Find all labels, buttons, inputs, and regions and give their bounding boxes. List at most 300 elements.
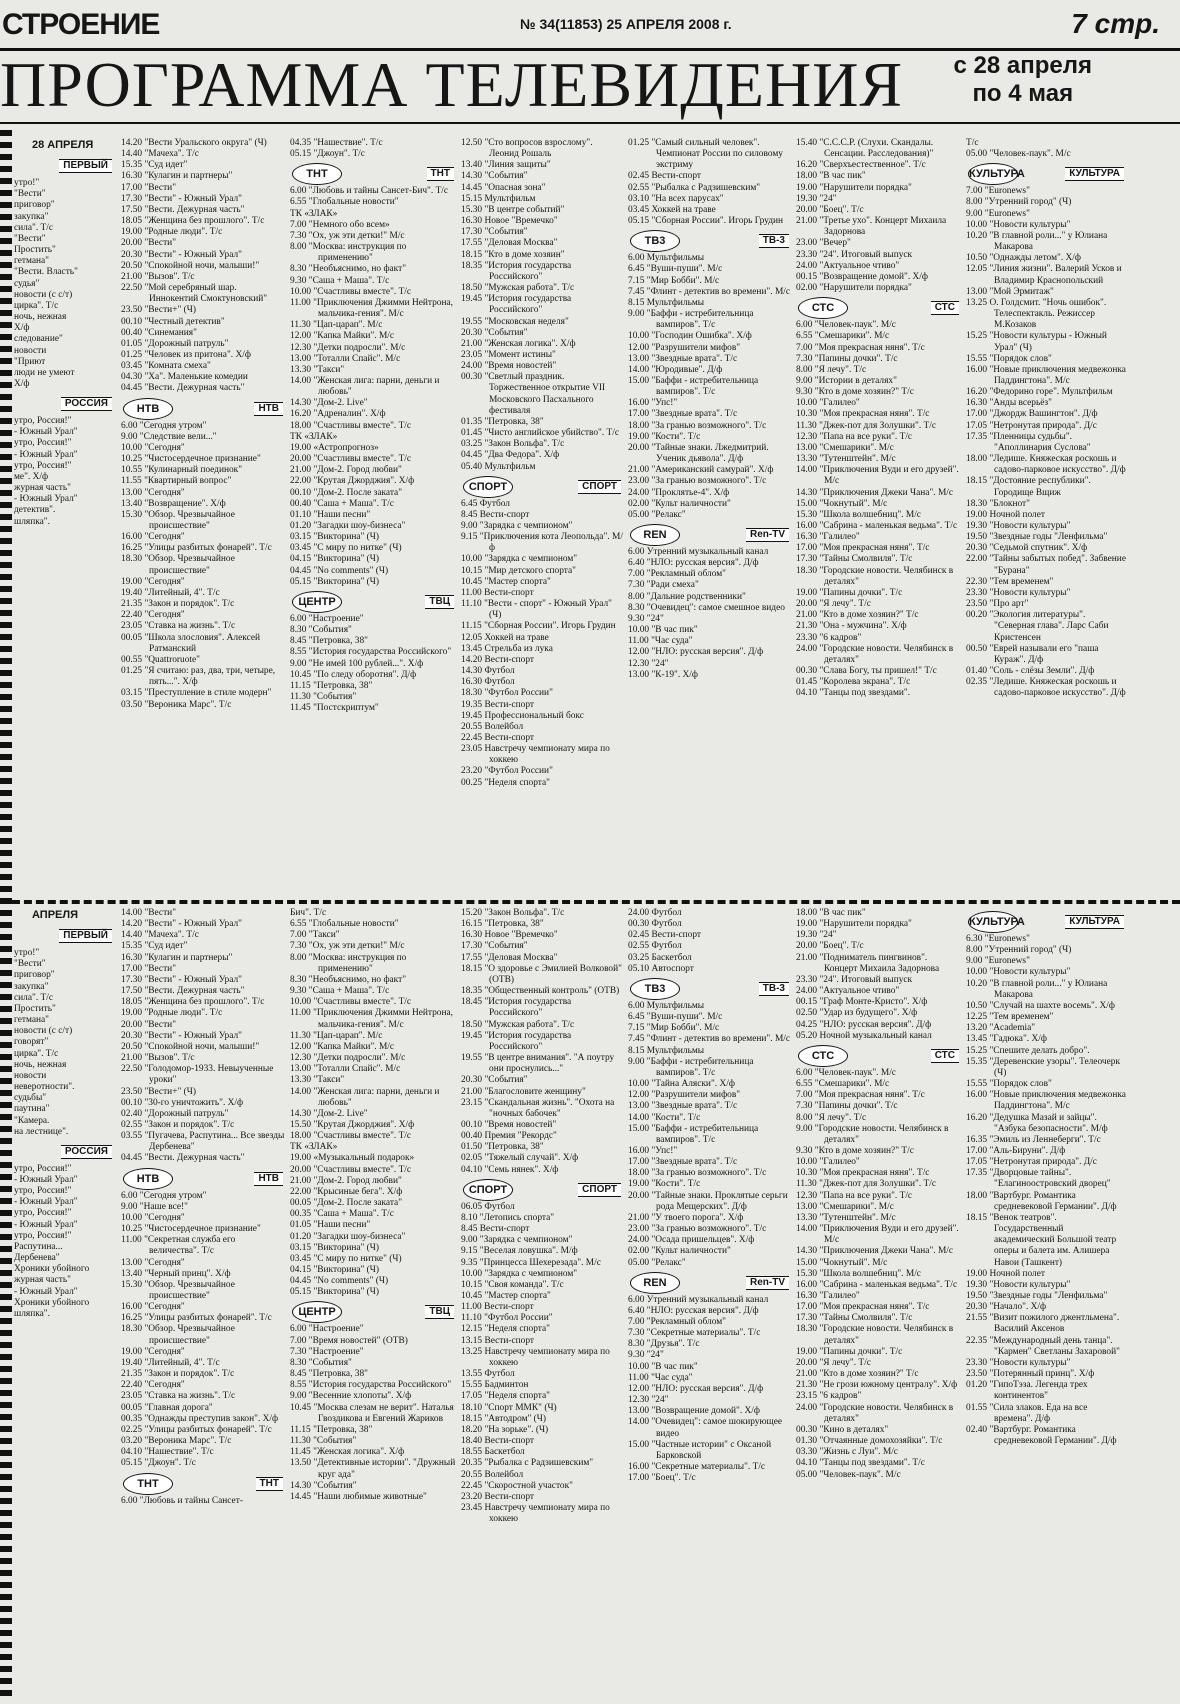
- date-range-end: по 4 мая: [972, 80, 1074, 107]
- program-entry: Распутина...: [14, 1241, 63, 1252]
- program-entry: 22.50 "Голодомор-1933. Невыученные уроки": [121, 1064, 274, 1086]
- channel-name: РОССИЯ: [61, 1145, 112, 1159]
- program-entry: 22.40 "Сегодня": [121, 1380, 185, 1391]
- program-entry: 14.20 "Вести Уральского округа" (Ч): [121, 138, 267, 148]
- program-entry: 15.30 "Школа волшебниц". М/с: [796, 1268, 921, 1279]
- program-entry: 14.00 "Женская лига: парни, деньги и любовь": [290, 375, 440, 398]
- channel-name: КУЛЬТУРА: [1065, 167, 1124, 181]
- program-entry: 7.30 "Папины дочки". Т/с: [796, 1101, 898, 1112]
- program-entry: 12.15 "Неделя спорта": [461, 1324, 550, 1335]
- program-entry: приговор": [14, 200, 55, 211]
- channel-logo-icon: ТВ3: [630, 978, 680, 1000]
- program-entry: 24.00 "Городские новости. Челябинск в деталях": [796, 643, 954, 665]
- program-entry: 01.55 "Сила злаков. Еда на все времена". Д/ф: [966, 1402, 1088, 1424]
- program-entry: утро, Россия!": [14, 460, 72, 471]
- program-entry: 01.25 "Я считаю: раз, два, три, четыре, пять...". Х/ф: [121, 666, 276, 688]
- program-entry: 18.00 "Счастливы вместе". Т/с: [290, 420, 412, 431]
- program-entry: 05.15 "Сборная России". Игорь Грудин: [628, 216, 784, 227]
- program-entry: 20.30 "Вести" - Южный Урал": [121, 249, 242, 260]
- program-entry: 01.25 "Самый сильный человек". Чемпионат России по силовому экстриму: [628, 138, 783, 171]
- program-entry: 04.35 "Нашествие". Т/с: [290, 138, 383, 148]
- program-entry: утро, Россия!": [14, 1163, 72, 1174]
- channel-header: [290, 1301, 456, 1321]
- channel-header: [796, 1045, 961, 1065]
- program-entry: 12.30 "Детки подросли". М/с: [290, 342, 406, 353]
- program-entry: 17.55 "Деловая Москва": [461, 238, 558, 249]
- program-entry: 10.00 "В час пик": [628, 1361, 698, 1372]
- program-entry: 23.05 "Ставка на жизнь". Т/с: [121, 621, 236, 632]
- channel-name: СПОРТ: [578, 480, 621, 494]
- program-entry: 6.40 "НЛО: русская версия". Д/ф: [628, 1305, 759, 1316]
- program-entry: 01.25 "Человек из притона". Х/ф: [121, 349, 251, 360]
- channel-header: [628, 978, 791, 998]
- program-entry: 04.45 "Два Федора". Х/ф: [461, 450, 560, 461]
- program-entry: шляпка".: [14, 1308, 50, 1319]
- program-entry: 03.50 "Вероника Марс". Т/с: [121, 699, 232, 710]
- listing-column: [290, 908, 456, 1698]
- program-entry: 10.45 "По следу оборотня". Д/ф: [290, 669, 417, 680]
- program-entry: 15.00 "Баффи - истребительница вампиров". Т/с: [628, 375, 759, 398]
- program-entry: 13.40 "Черный принц". Х/ф: [121, 1268, 231, 1279]
- program-entry: 00.05 "Школа злословия". Алексей Ратманский: [121, 632, 261, 654]
- program-entry: 18.30 "Городские новости. Челябинск в деталях": [796, 565, 954, 587]
- program-entry: "Камера.: [14, 1115, 50, 1126]
- program-entry: 03.45 "С миру по нитке" (Ч): [290, 543, 402, 554]
- program-entry: 16.00 "Сабрина - маленькая ведьма". Т/с: [796, 521, 958, 531]
- program-entry: 16.00 "Новые приключения медвежонка Паддингтона". М/с: [966, 1090, 1126, 1112]
- program-entry: 9.30 "24": [628, 613, 664, 624]
- program-entry: 02.00 "Культ наличности": [628, 498, 731, 509]
- program-entry: 00.30 Футбол: [628, 919, 682, 930]
- program-entry: 17.00 "Звездные врата". Т/с: [628, 1157, 738, 1168]
- channel-name: ТВ-3: [759, 982, 789, 996]
- channel-logo-icon: НТВ: [123, 1168, 173, 1190]
- program-entry: 10.00 "Зарядка с чемпионом": [461, 1268, 578, 1279]
- program-entry: 12.00 "Капка Майки". М/с: [290, 331, 395, 342]
- program-entry: 10.00 "В час пик": [628, 625, 698, 636]
- program-entry: "Вести": [14, 959, 46, 970]
- program-entry: 11.00 "Приключения Джимми Нейтрона, мальчика-гения". М/с: [290, 1008, 454, 1030]
- channel-name: СПОРТ: [578, 1183, 621, 1197]
- program-entry: 16.30 "Галилео": [796, 1291, 860, 1301]
- program-entry: 7.00 "Время новостей" (ОТВ): [290, 1335, 408, 1346]
- program-entry: приговор": [14, 970, 55, 981]
- program-entry: 11.55 "Квартирный вопрос": [121, 476, 232, 487]
- program-entry: 19.40 "Литейный, 4". Т/с: [121, 1357, 220, 1368]
- program-entry: 04.45 "Вести. Дежурная часть": [121, 383, 245, 394]
- program-entry: 19.00 Ночной полет: [966, 509, 1045, 520]
- program-entry: 10.25 "Чистосердечное признание": [121, 1224, 261, 1235]
- program-entry: 02.40 "Вартбург. Романтика средневековой Германии". Д/ф: [966, 1424, 1117, 1447]
- program-entry: 7.00 "Такси": [290, 930, 340, 941]
- channel-header: [796, 297, 961, 317]
- program-entry: 10.45 "Мастер спорта": [461, 1291, 551, 1301]
- program-entry: 01.45 "Королева экрана". Т/с: [796, 677, 911, 688]
- program-entry: 6.55 "Глобальные новости": [290, 919, 399, 930]
- day-header: 28 АПРЕЛЯ: [32, 139, 94, 151]
- channel-logo-icon: ЦЕНТР: [292, 1301, 342, 1323]
- section-divider: [0, 900, 1180, 904]
- channel-header: [461, 1179, 623, 1199]
- program-entry: 17.05 "Нетронутая природа". Д/с: [966, 420, 1097, 431]
- program-entry: 02.40 "Дорожный патруль": [121, 1108, 229, 1119]
- program-entry: 9.00 "Истории в деталях": [796, 375, 897, 386]
- program-entry: 12.30 "Детки подросли". М/с: [290, 1053, 406, 1064]
- program-entry: 18.15 "О здоровье с Эмилией Волковой" (ОТВ): [461, 963, 622, 985]
- program-entry: 00.05 "Главная дорога": [121, 1402, 213, 1413]
- channel-logo-icon: СТС: [798, 297, 848, 319]
- program-entry: 19.45 "История государства Российского": [461, 1030, 572, 1052]
- program-entry: 19.45 "История государства Российского": [461, 294, 572, 316]
- program-entry: 01.20 "Загадки шоу-бизнеса": [290, 521, 406, 531]
- program-entry: "Вести. Власть": [14, 267, 78, 278]
- program-entry: 00.20 "Экология литературы". "Северная глава". Ларс Саби Кристенсен: [966, 610, 1109, 643]
- program-entry: 19.50 "Звездные годы "Ленфильма": [966, 532, 1108, 543]
- program-entry: 10.20 "В главной роли..." у Юлиана Макарова: [966, 230, 1108, 253]
- program-entry: 03.20 "Вероника Марс". Т/с: [121, 1436, 232, 1447]
- program-entry: 6.45 "Вуши-пуши". М/с: [628, 264, 723, 275]
- program-entry: 23.50 "Потерянный принц". Х/ф: [966, 1369, 1095, 1380]
- program-entry: 16.00 "Секретные материалы". Т/с: [628, 1462, 766, 1473]
- program-entry: 12.05 Хоккей на траве: [461, 632, 549, 643]
- program-entry: 11.30 "Джек-пот для Золушки". Т/с: [796, 1179, 937, 1190]
- channel-name: НТВ: [254, 402, 283, 416]
- program-entry: 14.30 "События": [290, 1480, 357, 1491]
- program-entry: 20.50 "Спокойной ночи, малыши!": [121, 1041, 260, 1052]
- program-entry: 21.00 "Американский самурай". Х/ф: [628, 465, 774, 476]
- program-entry: 14.00 "Приключения Вуди и его друзей". М/с: [796, 1224, 959, 1246]
- program-entry: закупка": [14, 211, 49, 222]
- program-entry: 23.15 "6 кадров": [796, 1391, 862, 1402]
- program-entry: 14.00 "Женская лига: парни, деньги и любовь": [290, 1086, 440, 1108]
- channel-header: [14, 1141, 114, 1161]
- program-entry: 18.00 "За гранью возможного". Т/с: [628, 420, 767, 431]
- program-entry: 9.00 "Следствие вели...": [121, 431, 217, 442]
- program-entry: ТК «ЗЛАК»: [290, 1142, 338, 1153]
- program-entry: 23.30 "Новости культуры": [966, 1357, 1071, 1368]
- headline-rule: [0, 122, 1180, 124]
- program-entry: сила". Т/с: [14, 222, 54, 233]
- program-entry: 24.00 Футбол: [628, 908, 682, 918]
- program-entry: 16.00 "Сегодня": [121, 532, 185, 543]
- listing-column: [628, 908, 791, 1698]
- program-entry: паутина": [14, 1104, 50, 1115]
- program-entry: 00.15 "Возвращение домой". Х/ф: [796, 271, 928, 282]
- program-entry: 18.00 "За гранью возможного". Т/с: [628, 1168, 767, 1179]
- program-entry: 17.05 "Неделя спорта": [461, 1391, 550, 1402]
- program-entry: 6.40 "НЛО: русская версия". Д/ф: [628, 558, 759, 569]
- program-entry: 12.00 "Разрушители мифов": [628, 342, 741, 353]
- program-entry: 16.30 Новое "Времечко": [461, 930, 558, 941]
- program-entry: 14.30 "Приключения Джеки Чана". М/с: [796, 487, 954, 498]
- channel-header: [461, 476, 623, 496]
- program-entry: 7.30 "Настроение": [290, 1346, 364, 1357]
- program-entry: 8.00 "Утренний город" (Ч): [966, 197, 1072, 208]
- program-entry: 05.10 Автоспорт: [628, 963, 694, 974]
- channel-logo-icon: КУЛЬТУРА: [968, 911, 1018, 933]
- program-entry: 01.45 "Чисто английское убийство". Т/с: [461, 428, 620, 439]
- program-entry: 14.30 "Приключения Джеки Чана". М/с: [796, 1246, 954, 1257]
- program-entry: 05.00 "Релакс": [628, 509, 686, 520]
- program-entry: - Южный Урал": [14, 1197, 78, 1208]
- program-entry: 10.00 "Галилео": [796, 398, 860, 409]
- program-entry: 18.00 "Вартбург. Романтика средневековой Германии". Д/ф: [966, 1190, 1117, 1212]
- program-entry: 15.25 "Новости культуры - Южный Урал" (Ч): [966, 331, 1107, 353]
- program-entry: Простить": [14, 245, 56, 256]
- program-entry: ме". Х/ф: [14, 471, 49, 482]
- program-entry: 18.00 "В час пик": [796, 171, 866, 182]
- program-entry: 01.20 "ГипоТэза. Легенда трех континентов": [966, 1380, 1088, 1402]
- program-entry: 03.10 "На всех парусах": [628, 193, 724, 204]
- channel-logo-icon: НТВ: [123, 398, 173, 420]
- program-entry: 11.30 "Цап-царап". М/с: [290, 1030, 383, 1041]
- program-entry: 21.00 "Дом-2. Город любви": [290, 1175, 402, 1186]
- program-entry: 23.50 "Вести+" (Ч): [121, 1086, 196, 1097]
- program-entry: 10.00 "Новости культуры": [966, 219, 1071, 230]
- channel-name: РОССИЯ: [61, 397, 112, 411]
- program-entry: Х/ф: [14, 323, 30, 334]
- program-entry: 20.30 "Седьмой спутник". Х/ф: [966, 543, 1088, 554]
- program-entry: 8.45 "Петровка, 38": [290, 1369, 368, 1380]
- program-entry: 10.00 "Счастливы вместе". Т/с: [290, 286, 412, 297]
- program-entry: 18.00 "Счастливы вместе". Т/с: [290, 1131, 412, 1142]
- listing-column: [121, 138, 285, 896]
- program-entry: 21.00 "У твоего порога". Х/ф: [628, 1212, 744, 1223]
- program-entry: 13.25 О. Голдсмит. "Ночь ошибок". Телеспектакль. Режиссер М.Козаков: [966, 297, 1107, 331]
- program-entry: 6.00 Утренний музыкальный канал: [628, 547, 769, 557]
- program-entry: 15.50 "Крутая Джорджия". Х/ф: [290, 1119, 415, 1130]
- program-entry: 24.00 "Городские новости. Челябинск в деталях": [796, 1402, 954, 1424]
- program-entry: шляпка".: [14, 516, 50, 527]
- program-entry: 00.35 "Однажды преступив закон". Х/ф: [121, 1413, 279, 1424]
- program-entry: 22.45 "Скоростной участок": [461, 1480, 573, 1491]
- program-entry: следование": [14, 334, 63, 345]
- program-entry: 21.30 "Не грози южному централу". Х/ф: [796, 1380, 958, 1391]
- program-entry: 20.30 "Вести" - Южный Урал": [121, 1030, 242, 1041]
- program-entry: 11.00 "Приключения Джимми Нейтрона, мальчика-гения". М/с: [290, 297, 454, 320]
- program-entry: судьбы": [14, 1093, 47, 1104]
- program-entry: детектив".: [14, 505, 56, 516]
- program-entry: 20.00 "Боец". Т/с: [796, 204, 864, 215]
- channel-header: [628, 1272, 791, 1292]
- program-entry: 16.00 "Упс!": [628, 398, 678, 409]
- channel-header: [290, 163, 456, 183]
- program-entry: 18.20 "На зорьке". (Ч): [461, 1424, 549, 1435]
- program-entry: 6.55 "Смешарики". М/с: [796, 331, 890, 342]
- program-entry: 14.00 "Очевидец": самое шокирующее видео: [628, 1417, 783, 1439]
- program-entry: 13.30 "Тутенштейн". М/с: [796, 454, 896, 465]
- section-title: СТРОЕНИЕ: [2, 8, 160, 41]
- program-entry: 01.35 "Петровка, 38": [461, 416, 544, 427]
- listing-column: [461, 138, 623, 896]
- program-entry: новости: [14, 1070, 47, 1081]
- program-entry: 15.35 "Деревенские узоры". Телеочерк (Ч): [966, 1056, 1121, 1078]
- channel-logo-icon: ТВ3: [630, 230, 680, 252]
- channel-header: [121, 398, 285, 418]
- program-entry: - Южный Урал": [14, 1286, 78, 1297]
- program-entry: утро, Россия!": [14, 1186, 72, 1197]
- program-entry: 15.30 "Обзор. Чрезвычайное происшествие": [121, 509, 235, 531]
- program-entry: 03.15 "Преступление в стиле модерн": [121, 688, 272, 699]
- program-entry: 8.30 "События": [290, 1357, 352, 1368]
- program-entry: 15.00 "Баффи - истребительница вампиров". Т/с: [628, 1123, 759, 1145]
- program-entry: 00.50 "Еврей называли его "паша Кураж". Д/ф: [966, 643, 1099, 665]
- program-entry: 13.40 "Возвращение". Х/ф: [121, 498, 226, 509]
- program-entry: 18.35 "История государства Российского": [461, 260, 572, 282]
- channel-name: ТВЦ: [425, 1305, 454, 1319]
- program-entry: 13.00 "Возвращение домой". Х/ф: [628, 1406, 760, 1417]
- program-entry: 9.00 "Весенние хлопоты". Х/ф: [290, 1391, 412, 1402]
- program-entry: 00.30 "Слава Богу, ты пришел!" Т/с: [796, 666, 937, 677]
- program-entry: 6.00 "Любовь и тайны Сансет-: [121, 1495, 243, 1506]
- program-entry: 23.30 "24". Итоговый выпуск: [796, 249, 913, 260]
- program-entry: неверотности".: [14, 1082, 75, 1093]
- program-entry: 13.25 Навстречу чемпионату мира по хоккею: [461, 1346, 610, 1368]
- program-entry: 10.00 "Сегодня": [121, 442, 185, 453]
- program-entry: 7.15 "Мир Бобби". М/с: [628, 1023, 720, 1034]
- program-entry: ТК «ЗЛАК»: [290, 208, 338, 219]
- program-entry: "Вести": [14, 233, 46, 244]
- program-entry: 00.15 "Граф Монте-Кристо". Х/ф: [796, 997, 928, 1008]
- program-entry: 23.30 "Новости культуры": [966, 587, 1071, 598]
- program-entry: 17.00 "Вести": [121, 963, 177, 974]
- program-entry: 23.05 Навстречу чемпионату мира по хоккею: [461, 744, 610, 766]
- program-entry: Х/ф: [14, 378, 30, 389]
- program-entry: 18.05 "Женщина без прошлого". Т/с: [121, 997, 265, 1008]
- program-entry: 11.45 "Постскриптум": [290, 703, 379, 714]
- program-entry: 24.00 "Осада пришельцев". Х/ф: [628, 1235, 755, 1246]
- listing-column: [966, 908, 1126, 1698]
- program-entry: 16.30 "Анды всерьёз": [966, 398, 1052, 409]
- program-entry: 18.50 "Мужская работа". Т/с: [461, 283, 575, 294]
- program-entry: Т/с: [966, 138, 979, 148]
- program-entry: 19.00 "Кости". Т/с: [628, 431, 701, 442]
- program-entry: 05.15 "Викторина" (Ч): [290, 1287, 380, 1298]
- channel-logo-icon: REN: [630, 1272, 680, 1294]
- program-entry: 18.15 "Кто в доме хозяин": [461, 249, 565, 260]
- program-entry: 19.35 Вести-спорт: [461, 699, 535, 710]
- program-entry: 01.20 "Загадки шоу-бизнеса": [290, 1231, 406, 1242]
- program-entry: 8.55 "История государства Российского": [290, 647, 452, 658]
- program-entry: 14.20 "Вести" - Южный Урал": [121, 919, 242, 930]
- program-entry: 17.30 "События": [461, 227, 528, 238]
- program-entry: 18.15 "Достояние республики". Городище Вщиж: [966, 476, 1091, 498]
- program-entry: 04.15 "Викторина" (Ч): [290, 1265, 380, 1275]
- program-entry: 20.55 Волейбол: [461, 721, 524, 732]
- program-entry: утро, Россия!": [14, 1208, 72, 1219]
- program-entry: 20.00 "Счастливы вместе". Т/с: [290, 1164, 412, 1175]
- program-entry: 7.15 "Мир Бобби". М/с: [628, 275, 720, 286]
- program-entry: 02.45 Вести-спорт: [628, 171, 702, 182]
- program-entry: 18.00 "Ледише. Княжеская роскошь и садово-парковое искусство". Д/ф: [966, 454, 1126, 476]
- program-entry: 18.45 "История государства Российского": [461, 997, 572, 1019]
- program-entry: 7.00 "Немного обо всем»: [290, 219, 390, 230]
- program-entry: 19.00 "Папины дочки". Т/с: [796, 587, 903, 598]
- program-entry: 13.40 "Линия защиты": [461, 160, 551, 171]
- listing-column: [14, 138, 114, 896]
- program-entry: 00.40 "Саша + Маша". Т/с: [290, 498, 394, 509]
- program-entry: 24.00 "Время новостей": [461, 361, 557, 372]
- program-entry: 8.45 Вести-спорт: [461, 509, 530, 520]
- channel-logo-icon: ТНТ: [292, 163, 342, 185]
- program-entry: 10.45 "Мастер спорта": [461, 576, 551, 587]
- listing-column: [796, 138, 961, 896]
- program-entry: Бич". Т/с: [290, 908, 327, 918]
- program-entry: 18.35 "Общественный контроль" (ОТВ): [461, 986, 620, 997]
- program-entry: 8.55 "История государства Российского": [290, 1380, 452, 1391]
- program-entry: 19.30 "24": [796, 193, 837, 204]
- program-entry: 7.30 "Папины дочки". Т/с: [796, 353, 898, 364]
- program-entry: 00.35 "Саша + Маша". Т/с: [290, 1209, 394, 1220]
- program-entry: 23.00 "Вечер": [796, 238, 851, 249]
- program-entry: 24.00 "Проклятье-4". Х/ф: [628, 487, 730, 498]
- program-entry: 8.00 "Москва: инструкция по применению": [290, 952, 407, 974]
- program-entry: 9.30 "Саша + Маша". Т/с: [290, 986, 390, 997]
- program-entry: 18.30 "Городские новости. Челябинск в деталях": [796, 1324, 954, 1346]
- program-entry: журная часть": [14, 1275, 71, 1286]
- program-entry: 14.40 "Мачеха". Т/с: [121, 149, 199, 160]
- program-entry: "Вести": [14, 189, 46, 200]
- program-entry: 00.05 "Дом-2. После заката": [290, 1198, 403, 1209]
- program-entry: гетмана": [14, 1015, 50, 1026]
- program-entry: 15.55 Бадминтон: [461, 1380, 529, 1391]
- program-entry: 7.00 "Euronews": [966, 186, 1030, 197]
- program-entry: 02.50 "Удар из будущего". Х/ф: [796, 1008, 918, 1019]
- program-entry: 23.05 "Момент истины": [461, 349, 556, 360]
- program-entry: 18.15 "Венок театров". Государственный академический Большой театр оперы и балета им. Алишера Навои (Ташкент): [966, 1212, 1117, 1268]
- channel-name: ПЕРВЫЙ: [59, 159, 112, 173]
- program-entry: 19.00 "Нарушители порядка": [796, 919, 912, 930]
- program-entry: ТК «ЗЛАК»: [290, 431, 338, 442]
- program-entry: 03.45 "С миру по нитке" (Ч): [290, 1253, 402, 1264]
- program-entry: 02.35 "Ледише. Княжеская роскошь и садово-парковое искусство". Д/ф: [966, 677, 1126, 699]
- program-entry: 9.15 "Приключения кота Леопольда". М/ф: [461, 532, 623, 554]
- program-entry: 02.05 "Тяжелый случай". Х/ф: [461, 1153, 579, 1164]
- program-entry: 12.30 "Папа на все руки". Т/с: [796, 431, 913, 442]
- program-entry: 01.10 "Наши песни": [290, 509, 371, 520]
- program-entry: Дербенева": [14, 1253, 60, 1264]
- program-entry: 10.55 "Кулинарный поединок": [121, 465, 243, 476]
- program-entry: 18.15 "Автодром" (Ч): [461, 1413, 547, 1424]
- program-entry: 04.10 "Семь нянек". Х/ф: [461, 1164, 559, 1175]
- program-entry: 16.00 "Новые приключения медвежонка Паддингтона". М/с: [966, 364, 1126, 386]
- program-entry: 9.30 "Кто в доме хозяин?" Т/с: [796, 387, 914, 398]
- program-entry: 6.45 "Вуши-пуши". М/с: [628, 1012, 723, 1023]
- program-entry: 8.30 "События": [290, 625, 352, 636]
- program-entry: 23.20 "Футбол России": [461, 766, 553, 777]
- program-entry: 9.00 "Наше все!": [121, 1201, 188, 1212]
- program-entry: 04.10 "Танцы под звездами".: [796, 688, 911, 699]
- channel-header: [121, 1168, 285, 1188]
- program-entry: 00.30 "Светлый праздник. Торжественное открытие VII Московского Пасхального фестиваля: [461, 372, 606, 416]
- program-entry: 04.10 "Танцы под звездами". Т/с: [796, 1458, 925, 1469]
- program-entry: 00.40 Премия "Рекордс": [461, 1131, 557, 1142]
- program-entry: Простить": [14, 1003, 56, 1014]
- program-entry: 10.00 "Сегодня": [121, 1212, 185, 1223]
- program-entry: 17.00 "Боец". Т/с: [628, 1473, 696, 1484]
- program-entry: 15.15 Мультфильм: [461, 193, 536, 204]
- channel-header: [14, 925, 114, 945]
- program-entry: 05.00 "Человек-паук". М/с: [796, 1469, 901, 1480]
- program-entry: 15.00 "Частные истории" с Оксаной Барковской: [628, 1439, 772, 1461]
- program-entry: 02.25 "Улицы разбитых фонарей". Т/с: [121, 1424, 272, 1435]
- program-entry: 10.00 "Зарядка с чемпионом": [461, 554, 578, 565]
- program-entry: журная часть": [14, 483, 71, 494]
- date-range: [954, 52, 1092, 108]
- program-entry: 05.00 "Человек-паук". М/с: [966, 149, 1071, 160]
- program-entry: 10.00 "Счастливы вместе". Т/с: [290, 997, 412, 1008]
- program-entry: 13.30 "Такси": [290, 364, 345, 375]
